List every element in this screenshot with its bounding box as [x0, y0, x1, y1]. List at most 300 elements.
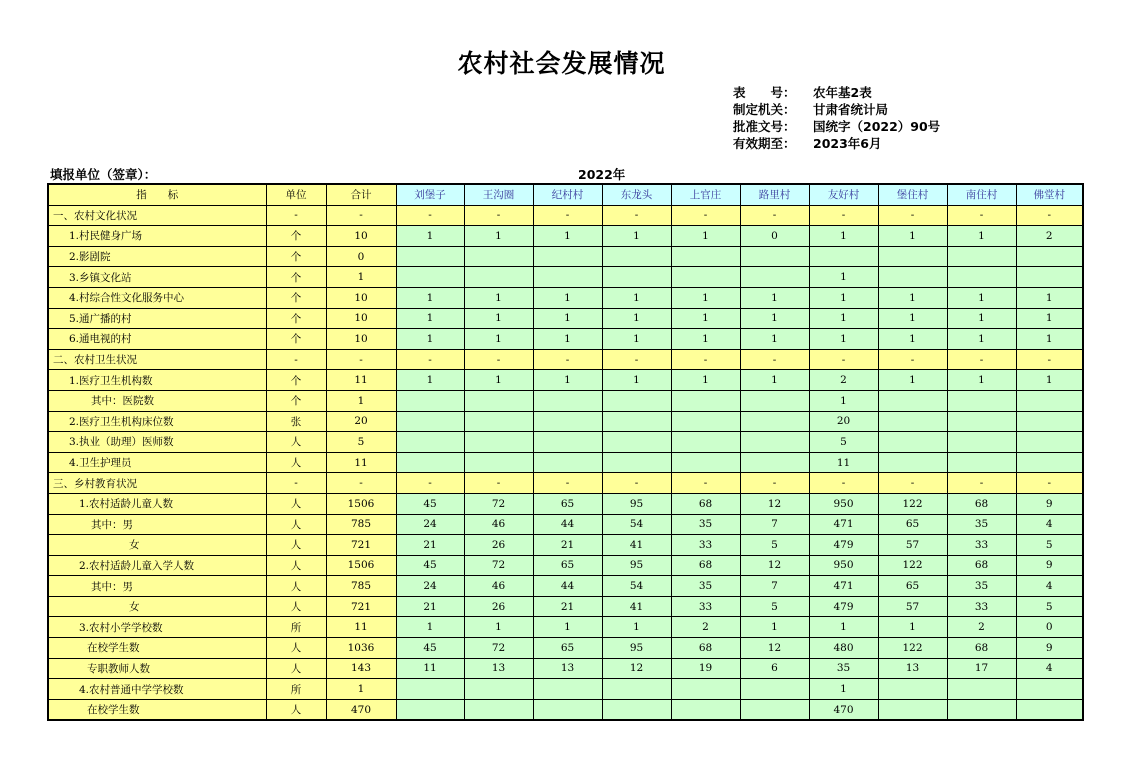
village-cell: 45	[396, 555, 464, 576]
village-cell: 13	[464, 658, 533, 679]
village-cell	[1016, 452, 1083, 473]
row-unit: -	[266, 205, 326, 226]
row-label: 一、农村文化状况	[48, 205, 266, 226]
village-cell: 1	[947, 370, 1016, 391]
village-cell: 5	[740, 596, 809, 617]
row-total: 785	[326, 514, 396, 535]
village-cell	[533, 679, 602, 700]
village-cell: 1	[396, 287, 464, 308]
village-cell	[464, 452, 533, 473]
row-total: 10	[326, 226, 396, 247]
village-cell: 17	[947, 658, 1016, 679]
village-cell	[740, 267, 809, 288]
village-cell: 1	[809, 329, 878, 350]
village-cell: 68	[671, 555, 740, 576]
village-cell: 46	[464, 576, 533, 597]
table-row	[48, 535, 1083, 556]
row-total: 1	[326, 390, 396, 411]
village-cell: 9	[1016, 555, 1083, 576]
village-cell: 45	[396, 638, 464, 659]
header-total: 合计	[326, 184, 396, 205]
row-label: 3.农村小学学校数	[48, 617, 266, 638]
village-cell: 72	[464, 638, 533, 659]
village-cell	[602, 390, 671, 411]
header-village: 佛堂村	[1016, 184, 1083, 205]
village-cell: 1	[878, 226, 947, 247]
village-cell: 45	[396, 493, 464, 514]
village-cell: 1	[396, 617, 464, 638]
village-cell	[464, 411, 533, 432]
village-cell: 7	[740, 576, 809, 597]
village-cell	[464, 246, 533, 267]
village-cell: -	[396, 205, 464, 226]
village-cell: 2	[947, 617, 1016, 638]
row-total: 721	[326, 596, 396, 617]
village-cell	[533, 246, 602, 267]
village-cell: 1	[671, 329, 740, 350]
village-cell: -	[809, 205, 878, 226]
row-total: 10	[326, 308, 396, 329]
row-unit: 人	[266, 699, 326, 720]
village-cell: 68	[947, 555, 1016, 576]
village-cell: 65	[533, 493, 602, 514]
village-cell: 68	[671, 493, 740, 514]
village-cell: -	[878, 473, 947, 494]
row-unit: 人	[266, 555, 326, 576]
meta-key: 表 号：	[733, 85, 796, 100]
village-cell	[878, 267, 947, 288]
village-cell	[740, 411, 809, 432]
table-row	[48, 226, 1083, 247]
village-cell: 33	[671, 596, 740, 617]
village-cell: 1	[740, 287, 809, 308]
table-row	[48, 246, 1083, 267]
village-cell	[396, 679, 464, 700]
village-cell	[671, 246, 740, 267]
village-cell: 1	[602, 226, 671, 247]
row-unit: 个	[266, 329, 326, 350]
village-cell	[464, 432, 533, 453]
row-total: 1036	[326, 638, 396, 659]
village-cell: 9	[1016, 638, 1083, 659]
village-cell: 479	[809, 535, 878, 556]
table-row	[48, 205, 1083, 226]
village-cell: 1	[740, 329, 809, 350]
row-total: -	[326, 205, 396, 226]
row-total: 11	[326, 617, 396, 638]
village-cell	[533, 267, 602, 288]
village-cell: 471	[809, 514, 878, 535]
row-unit: 个	[266, 287, 326, 308]
village-cell: 4	[1016, 658, 1083, 679]
village-cell	[464, 390, 533, 411]
table-row	[48, 287, 1083, 308]
village-cell: 41	[602, 535, 671, 556]
village-cell: -	[396, 349, 464, 370]
village-cell	[396, 390, 464, 411]
village-cell: -	[464, 473, 533, 494]
village-cell: 1	[464, 370, 533, 391]
village-cell	[878, 432, 947, 453]
header-village: 南住村	[947, 184, 1016, 205]
village-cell: 26	[464, 596, 533, 617]
header-indicator: 指 标	[48, 184, 266, 205]
village-cell	[740, 452, 809, 473]
village-cell	[602, 432, 671, 453]
village-cell: -	[947, 349, 1016, 370]
village-cell: 122	[878, 638, 947, 659]
village-cell	[533, 432, 602, 453]
row-unit: -	[266, 473, 326, 494]
village-cell: 1	[602, 287, 671, 308]
village-cell: 33	[671, 535, 740, 556]
table-row	[48, 576, 1083, 597]
village-cell	[396, 432, 464, 453]
village-cell	[878, 699, 947, 720]
table-body	[48, 205, 1083, 720]
village-cell: 5	[1016, 596, 1083, 617]
village-cell: 57	[878, 596, 947, 617]
row-unit: 人	[266, 576, 326, 597]
row-label: 在校学生数	[48, 699, 266, 720]
village-cell: -	[878, 205, 947, 226]
village-cell: 12	[602, 658, 671, 679]
row-total: 1	[326, 679, 396, 700]
village-cell: 72	[464, 555, 533, 576]
village-cell: 1	[602, 329, 671, 350]
village-cell	[947, 267, 1016, 288]
village-cell: 5	[809, 432, 878, 453]
row-label: 3.乡镇文化站	[48, 267, 266, 288]
village-cell: 1	[878, 617, 947, 638]
village-cell: -	[533, 349, 602, 370]
village-cell	[878, 452, 947, 473]
village-cell: 95	[602, 638, 671, 659]
table-row	[48, 473, 1083, 494]
row-total: 5	[326, 432, 396, 453]
table-row	[48, 390, 1083, 411]
village-cell: 35	[947, 514, 1016, 535]
village-cell: 2	[671, 617, 740, 638]
village-cell: 1	[464, 617, 533, 638]
row-total: -	[326, 349, 396, 370]
village-cell: 1	[1016, 329, 1083, 350]
row-total: 1506	[326, 493, 396, 514]
row-total: 20	[326, 411, 396, 432]
village-cell: -	[809, 349, 878, 370]
village-cell: 1	[809, 390, 878, 411]
village-cell: 21	[533, 596, 602, 617]
village-cell: -	[533, 205, 602, 226]
meta-valid	[733, 135, 940, 152]
village-cell: 6	[740, 658, 809, 679]
village-cell	[396, 699, 464, 720]
row-total: 10	[326, 329, 396, 350]
village-cell: 1	[464, 287, 533, 308]
village-cell: 12	[740, 555, 809, 576]
village-cell: 479	[809, 596, 878, 617]
village-cell	[878, 390, 947, 411]
village-cell	[533, 390, 602, 411]
village-cell: 1	[464, 329, 533, 350]
village-cell: 1	[1016, 370, 1083, 391]
header-village: 纪村村	[533, 184, 602, 205]
village-cell: 1	[740, 370, 809, 391]
village-cell	[671, 432, 740, 453]
village-cell: 1	[947, 287, 1016, 308]
row-total: 1	[326, 267, 396, 288]
row-unit: 个	[266, 267, 326, 288]
village-cell: 1	[809, 287, 878, 308]
village-cell: 2	[1016, 226, 1083, 247]
village-cell	[947, 432, 1016, 453]
village-cell: 46	[464, 514, 533, 535]
village-cell	[396, 267, 464, 288]
village-cell	[878, 246, 947, 267]
header-row	[48, 184, 1083, 205]
village-cell: 1	[396, 329, 464, 350]
village-cell: 1	[533, 226, 602, 247]
village-cell: 1	[878, 370, 947, 391]
village-cell: -	[809, 473, 878, 494]
meta-approval	[733, 118, 940, 135]
table-row	[48, 432, 1083, 453]
row-unit: 人	[266, 514, 326, 535]
village-cell: 11	[809, 452, 878, 473]
village-cell: -	[671, 349, 740, 370]
meta-org	[733, 101, 940, 118]
village-cell: 1	[671, 370, 740, 391]
row-label: 其中：男	[48, 514, 266, 535]
row-unit: 个	[266, 226, 326, 247]
row-label: 3.执业（助理）医师数	[48, 432, 266, 453]
village-cell: -	[671, 473, 740, 494]
village-cell	[1016, 246, 1083, 267]
village-cell: 19	[671, 658, 740, 679]
row-total: 785	[326, 576, 396, 597]
village-cell: 122	[878, 555, 947, 576]
village-cell: 5	[740, 535, 809, 556]
village-cell: 68	[947, 493, 1016, 514]
header-village: 路里村	[740, 184, 809, 205]
row-label: 女	[48, 596, 266, 617]
village-cell	[671, 699, 740, 720]
table-row	[48, 638, 1083, 659]
village-cell: 1	[809, 617, 878, 638]
village-cell	[602, 699, 671, 720]
village-cell: 33	[947, 535, 1016, 556]
row-total: 1506	[326, 555, 396, 576]
report-year: 2022年	[578, 167, 626, 182]
village-cell: 26	[464, 535, 533, 556]
village-cell: 1	[671, 308, 740, 329]
village-cell: 33	[947, 596, 1016, 617]
meta-value: 国统字（2022）90号	[813, 119, 941, 134]
table-row	[48, 679, 1083, 700]
village-cell: 1	[533, 329, 602, 350]
village-cell: 44	[533, 514, 602, 535]
page-title: 农村社会发展情况	[457, 49, 666, 78]
village-cell: 4	[1016, 576, 1083, 597]
village-cell	[464, 267, 533, 288]
village-cell	[602, 411, 671, 432]
row-unit: 人	[266, 535, 326, 556]
row-unit: 人	[266, 452, 326, 473]
village-cell	[464, 699, 533, 720]
meta-table-no	[733, 84, 940, 101]
table-row	[48, 308, 1083, 329]
village-cell: -	[1016, 205, 1083, 226]
header-village: 刘堡子	[396, 184, 464, 205]
row-label: 在校学生数	[48, 638, 266, 659]
header-village: 东龙头	[602, 184, 671, 205]
village-cell: 950	[809, 493, 878, 514]
village-cell: 35	[671, 576, 740, 597]
village-cell	[396, 246, 464, 267]
village-cell: 21	[396, 535, 464, 556]
village-cell	[533, 411, 602, 432]
village-cell: 1	[947, 308, 1016, 329]
meta-value: 农年基2表	[813, 85, 872, 100]
village-cell	[671, 390, 740, 411]
row-unit: 人	[266, 638, 326, 659]
village-cell: 1	[602, 370, 671, 391]
village-cell: -	[1016, 473, 1083, 494]
village-cell: 0	[1016, 617, 1083, 638]
village-cell: 13	[533, 658, 602, 679]
row-label: 专职教师人数	[48, 658, 266, 679]
village-cell: 11	[396, 658, 464, 679]
village-cell: 21	[533, 535, 602, 556]
village-cell: 1	[740, 617, 809, 638]
village-cell: 44	[533, 576, 602, 597]
row-label: 4.农村普通中学学校数	[48, 679, 266, 700]
row-label: 4.村综合性文化服务中心	[48, 287, 266, 308]
village-cell: 7	[740, 514, 809, 535]
village-cell: 21	[396, 596, 464, 617]
village-cell	[947, 411, 1016, 432]
village-cell: 1	[396, 226, 464, 247]
village-cell: -	[602, 205, 671, 226]
village-cell: 122	[878, 493, 947, 514]
village-cell: 12	[740, 638, 809, 659]
village-cell	[740, 246, 809, 267]
row-unit: 人	[266, 493, 326, 514]
village-cell: 1	[533, 287, 602, 308]
village-cell	[464, 679, 533, 700]
village-cell: 12	[740, 493, 809, 514]
village-cell	[671, 452, 740, 473]
village-cell: 1	[396, 308, 464, 329]
row-total: 11	[326, 452, 396, 473]
village-cell: -	[396, 473, 464, 494]
village-cell: 65	[533, 638, 602, 659]
village-cell: 1	[464, 308, 533, 329]
village-cell: 72	[464, 493, 533, 514]
village-cell: 1	[809, 679, 878, 700]
village-cell: 41	[602, 596, 671, 617]
village-cell: 65	[533, 555, 602, 576]
meta-key: 批准文号：	[733, 119, 796, 134]
village-cell: 1	[947, 226, 1016, 247]
row-label: 二、农村卫生状况	[48, 349, 266, 370]
village-cell: 1	[464, 226, 533, 247]
village-cell: 1	[740, 308, 809, 329]
village-cell: 471	[809, 576, 878, 597]
row-unit: 人	[266, 596, 326, 617]
village-cell	[671, 679, 740, 700]
village-cell: 1	[809, 226, 878, 247]
row-label: 2.影剧院	[48, 246, 266, 267]
row-total: 721	[326, 535, 396, 556]
village-cell	[740, 699, 809, 720]
village-cell: 24	[396, 514, 464, 535]
village-cell: 35	[671, 514, 740, 535]
village-cell: -	[878, 349, 947, 370]
table-row	[48, 370, 1083, 391]
table-row	[48, 452, 1083, 473]
village-cell: 1	[809, 267, 878, 288]
village-cell: -	[671, 205, 740, 226]
header-village: 王沟圈	[464, 184, 533, 205]
village-cell	[396, 452, 464, 473]
village-cell: 1	[533, 617, 602, 638]
village-cell: 1	[878, 287, 947, 308]
village-cell	[1016, 411, 1083, 432]
table-row	[48, 349, 1083, 370]
village-cell: 0	[740, 226, 809, 247]
village-cell: 35	[947, 576, 1016, 597]
village-cell: 1	[1016, 308, 1083, 329]
village-cell	[602, 679, 671, 700]
village-cell: 95	[602, 555, 671, 576]
village-cell	[602, 452, 671, 473]
village-cell: -	[740, 473, 809, 494]
row-unit: 张	[266, 411, 326, 432]
village-cell	[1016, 267, 1083, 288]
village-cell: 1	[602, 617, 671, 638]
row-unit: 个	[266, 308, 326, 329]
row-label: 5.通广播的村	[48, 308, 266, 329]
row-label: 三、乡村教育状况	[48, 473, 266, 494]
village-cell	[1016, 432, 1083, 453]
row-label: 6.通电视的村	[48, 329, 266, 350]
village-cell: 24	[396, 576, 464, 597]
row-label: 1.医疗卫生机构数	[48, 370, 266, 391]
row-unit: 人	[266, 658, 326, 679]
village-cell: 54	[602, 576, 671, 597]
row-total: 143	[326, 658, 396, 679]
village-cell: 13	[878, 658, 947, 679]
village-cell: 2	[809, 370, 878, 391]
village-cell: 54	[602, 514, 671, 535]
table-row	[48, 617, 1083, 638]
row-label: 4.卫生护理员	[48, 452, 266, 473]
village-cell	[396, 411, 464, 432]
row-label: 2.医疗卫生机构床位数	[48, 411, 266, 432]
village-cell	[947, 679, 1016, 700]
data-table	[47, 183, 1084, 721]
header-village: 堡住村	[878, 184, 947, 205]
table-row	[48, 329, 1083, 350]
row-label: 其中：医院数	[48, 390, 266, 411]
village-cell: 68	[671, 638, 740, 659]
village-cell	[1016, 699, 1083, 720]
village-cell	[740, 432, 809, 453]
row-label: 其中：男	[48, 576, 266, 597]
village-cell	[740, 390, 809, 411]
header-village: 友好村	[809, 184, 878, 205]
